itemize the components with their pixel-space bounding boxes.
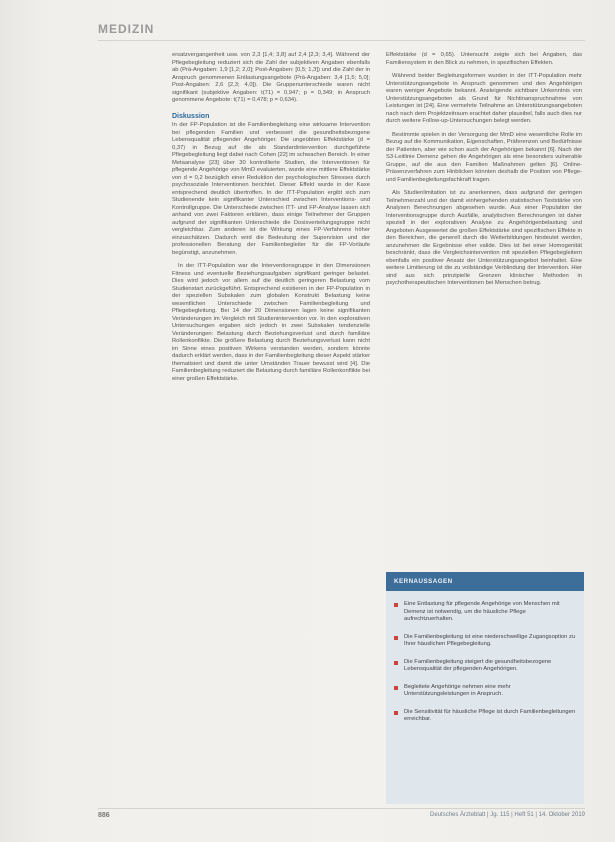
list-item-text: Eine Entlastung für pflegende Angehörige von Menschen mit Demenz ist notwendig, um die häusliche Pflege aufrechtzuerhalten. — [404, 601, 560, 622]
key-messages-box — [386, 572, 584, 804]
body-paragraph: Effektstärke (d = 0,65). Untersucht zeigte sich bei Angaben, das Familiensystem in den Blick zu nehmen, in spezifischen Effekten. — [386, 52, 582, 66]
list-item — [394, 659, 576, 674]
section-heading-discussion: Diskussion — [172, 112, 210, 120]
bullet-square-icon — [394, 636, 398, 640]
section-label: MEDIZIN — [98, 22, 155, 36]
bullet-square-icon — [394, 661, 398, 665]
footer-divider — [98, 808, 585, 809]
key-messages-list — [386, 601, 584, 724]
key-messages-title: KERNAUSSAGEN — [386, 572, 584, 591]
bullet-square-icon — [394, 603, 398, 607]
body-paragraph: Als Studienlimitation ist zu anerkennen, dass aufgrund der geringen Teilnehmerzahl und der damit einhergehenden statistischen Teststärke von Analysen Berechnungen abgesehen wurde. Aus einer Population der Interventionsgruppe durch Ausfälle, analytischen Berechnungen ist daher speziell in der explorativen Analyse zu Angehörigenbelastung und Angeboten Ausgewertet die großen Effektstärke sind spezifischen Effekte in den Bereichen, die generell durch die Weiterbildungen hindeutet werden, anzunehmen die Ergebnisse eher valide. Dies ist bei einer Homogenität beschränkt, dass die Vergleichsintervention mit speziellen Pflegebegleitern ebenfalls ein positiver Ansatz der Unterstützungsangebot beinhaltet. Eine weitere Limitierung ist die zu vollständige Verblindung der Intervention. Hier sind aus sich prinzipielle Grenzen klinischer Methoden in psychotherapeutischen Interventionen bei Menschen betrug. — [386, 190, 582, 286]
list-item — [394, 684, 576, 699]
list-item — [394, 634, 576, 649]
body-paragraph: Bestimmte spielen in der Versorgung der MmD eine wesentliche Rolle im Bezug auf die Kommunikation, Eigenschaften, Präferenzen und Bedürfnisse der Patienten, aber wie schon auch der Angehörigen bekannt [6]. Nach der S3-Leitlinie Demenz gehen die Angehörigen als eine besonders vulnerable Gruppe, auf die aus den Familien Maßnahmen gelten [6]. Online-Präsenzverfahren zum Hinblicken könnten deshalb die Position von Pflege- und Familienbegleitungsfachkraft tragen. — [386, 131, 582, 183]
body-paragraph: In der ITT-Population war die Interventionsgruppe in den Dimensionen Fitness und eventuelle Beziehungsaufgaben signifikant geringer belastet. Dies wird jedoch vor allem auf die deutlich geringeren Belastung vom Studienstart zurückgeführt. Entsprechend existieren in der FP-Population in der speziellen Subskalen zum globalen Konstrukt Belastung keine wesentlichen Unterschiede zwischen Familienbegleitung und Pflegebegleitung. Bei 14 der 20 Dimensionen lagen keine signifikanten Veränderungen im Vergleich mit Studienintervention vor. In den explorativen Untersuchungen ergaben sich jedoch in zwei Subskalen tendenzielle Veränderungen: Belastung durch Beziehungsverlust und durch familiäre Rollenkonflikte. Die größere Belastung durch Beziehungsverlust kann nicht im Sinne eines positiven Wirkens verstanden werden, sondern könnte dadurch erklärt werden, dass in der Familienbegleitung dieser Aspekt stärker thematisiert und damit die unter Umständen Trauer bewusst wird [4]. Die Familienbegleitung reduziert die Belastung durch familiäre Rollenkonflikte bei einer großen Effektstärke. — [172, 263, 370, 382]
body-paragraph: Während beider Begleitungsformen wurden in der ITT-Population mehr Unterstützungsangebote in Anspruch genommen und den Angehörigen waren weniger Angebote bekannt. Ansteigende sichtbare Unkenntnis von Unterstützungsangeboten als Grund für Nichtinanspruchnahme von Leistungen ist [24]. Eine vermehrte Teilnahme an Unterstützungsangeboten nach nach dem Projektzeitraum erachtet daher plausibel, falls auch dies nur durch weitere Follow-up-Untersuchungen belegt werden. — [386, 73, 582, 124]
list-item — [394, 601, 576, 624]
header-divider — [98, 40, 585, 41]
list-item-text: Die Familienbegleitung steigert die gesundheitsbezogene Lebensqualität der pflegenden Angehörigen. — [404, 658, 552, 672]
body-paragraph: ersatzvergangenheit usw. von 2,3 [1,4; 3,8] auf 2,4 [2,3; 3,4]. Während der Pflegebegleitung reduziert sich die Zahl der subjektiven Angaben ebenfalls ab (Prä-Angaben: 1,9 [1,2; 2,0]; Post-Angaben: [0,5; 1,3]) und die Zahl der in Anspruch genommenen Entlastungsangebote (Prä-Angaben: 3,4 [1,5; 5,0]; Post-Angaben: 2,6 [2,3; 4,0]). Die Gruppenunterschiede waren nicht signifikant (subjektive Angaben: t(71) = 0,947; p = 0,349; in Anspruch genommene Angebote: t(71) = 0,478; p = 0,634). — [172, 52, 370, 103]
body-paragraph: In der FP-Population ist die Familienbegleitung eine wirksame Intervention bei pflegenden Familien und verbessert die gesundheitsbezogene Lebensqualität pflegender Angehöriger. Die ungeübten Effektstärke (d = 0,37) in Bezug auf die als Standardintervention durchgeführte Pflegebegleitung liegt dabei nach Cohen [22] im schwachen Bereich. In einer Metaanalyse [23] über 30 kontrollierte Studien, die Interventionen für pflegende Angehörige von MmD evaluierten, wurde eine mittlere Effektstärke von d = 0,2 bezüglich einer Reduktion der psychologischen Stresses durch psychosoziale Interventionen berichtet. Dieser Effekt wurde in der Kaxe entsprechend deutlich übertroffen. In der ITT-Population ergibt sich zum Studienende kein signifikanter Unterschied zwischen Interventions- und Kontrollgruppe. Die Unterschiede zwischen ITT- und FP-Analyse lassen sich anhand von zwei Faktoren erklären, dass einige Teilnehmer der Gruppen aufgrund der signifikanten Unterschiede die Dosisverteilungsgruppe nicht vergleichbar. Zum anderen ist die Wirkung eines FP-Verfahrens höher einzuschätzen. Dadurch wird die Bedeutung der Supervision und der professionellen Beratung der Familienbegleiter für die FP-Vorläufe begünstigt, anzunehmen. — [172, 122, 370, 256]
bullet-square-icon — [394, 711, 398, 715]
journal-citation: Deutsches Ärzteblatt | Jg. 115 | Heft 51 | 14. Oktober 2019 — [430, 812, 585, 818]
right-column — [386, 52, 582, 294]
list-item — [394, 709, 576, 724]
list-item-text: Die Familienbegleitung ist eine niederschwellige Zugangsoption zu Ihrer häuslichen Pflegebegleitung. — [404, 633, 576, 647]
left-column — [172, 52, 370, 389]
page-number: 886 — [98, 812, 110, 819]
list-item-text: Begleitete Angehörige nehmen eine mehr Unterstützungsleistungen in Anspruch. — [404, 683, 511, 697]
list-item-text: Die Sensitivität für häusliche Pflege ist durch Familienbegleitungen erreichbar. — [404, 708, 576, 722]
bullet-square-icon — [394, 686, 398, 690]
